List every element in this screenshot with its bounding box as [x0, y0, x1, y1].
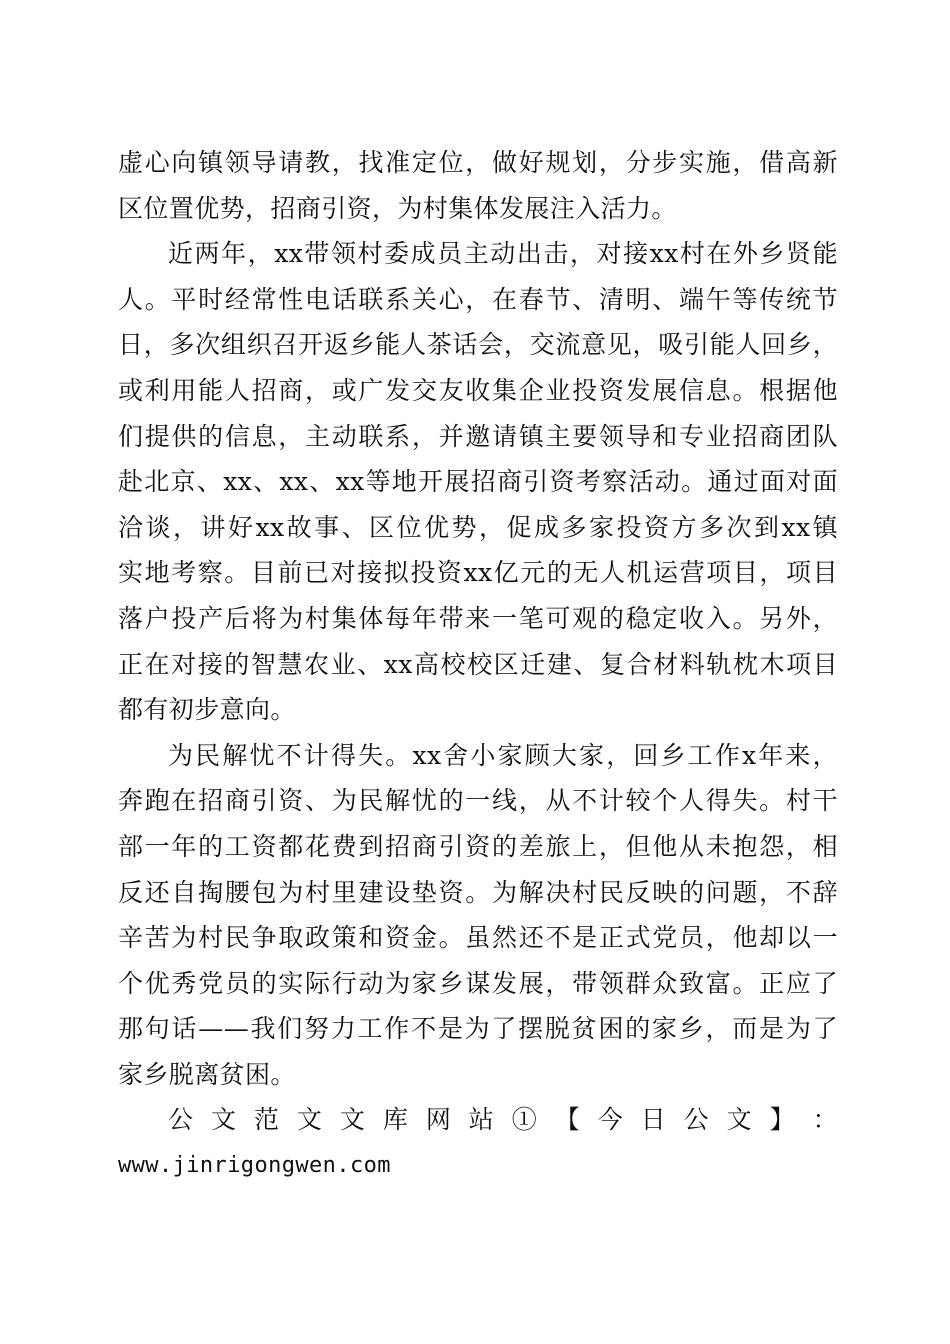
footer-site-line: 公 文 范 文 文 库 网 站 ① 【 今 日 公 文 】 ： — [168, 1105, 838, 1135]
paragraph-3-line-6: 个优秀党员的实际行动为家乡谋发展，带领群众致富。正应了 — [118, 968, 838, 998]
paragraph-2-line-4: 或利用能人招商，或广发交友收集企业投资发展信息。根据他 — [118, 375, 838, 405]
paragraph-2-line-2: 人。平时经常性电话联系关心，在春节、清明、端午等传统节 — [118, 284, 838, 314]
paragraph-3-line-8: 家乡脱离贫困。 — [118, 1059, 296, 1089]
paragraph-2-line-10: 正在对接的智慧农业、xx高校校区迁建、复合材料轨枕木项目 — [118, 649, 838, 679]
footer-url[interactable]: www.jinrigongwen.com — [118, 1153, 391, 1179]
paragraph-2-line-1: 近两年，xx带领村委成员主动出击，对接xx村在外乡贤能 — [168, 239, 838, 269]
paragraph-1-line-1: 虚心向镇领导请教，找准定位，做好规划，分步实施，借高新 — [118, 148, 838, 177]
paragraph-2-line-9: 落户投产后将为村集体每年带来一笔可观的稳定收入。另外， — [118, 603, 838, 633]
paragraph-3-line-2: 奔跑在招商引资、为民解忧的一线，从不计较个人得失。村干 — [118, 786, 838, 816]
paragraph-2-line-5: 们提供的信息，主动联系，并邀请镇主要领导和专业招商团队 — [118, 421, 838, 451]
paragraph-2-line-11: 都有初步意向。 — [118, 695, 296, 725]
document-body — [118, 140, 838, 1189]
paragraph-2-line-7: 洽谈，讲好xx故事、区位优势，促成多家投资方多次到xx镇 — [118, 512, 838, 542]
paragraph-3-line-7: 那句话——我们努力工作不是为了摆脱贫困的家乡，而是为了 — [118, 1014, 838, 1044]
paragraph-1-line-2: 区位置优势，招商引资，为村集体发展注入活力。 — [118, 193, 677, 223]
paragraph-3-line-4: 反还自掏腰包为村里建设垫资。为解决村民反映的问题，不辞 — [118, 877, 838, 907]
paragraph-2-line-8: 实地考察。目前已对接拟投资xx亿元的无人机运营项目，项目 — [118, 558, 838, 588]
paragraph-3-line-3: 部一年的工资都花费到招商引资的差旅上，但他从未抱怨，相 — [118, 831, 838, 861]
paragraph-2-line-6: 赴北京、xx、xx、xx等地开展招商引资考察活动。通过面对面 — [118, 467, 838, 497]
paragraph-2-line-3: 日，多次组织召开返乡能人茶话会，交流意见，吸引能人回乡， — [118, 330, 838, 360]
paragraph-3-line-5: 辛苦为村民争取政策和资金。虽然还不是正式党员，他却以一 — [118, 923, 838, 953]
paragraph-3-line-1: 为民解忧不计得失。xx舍小家顾大家，回乡工作x年来， — [168, 740, 838, 770]
